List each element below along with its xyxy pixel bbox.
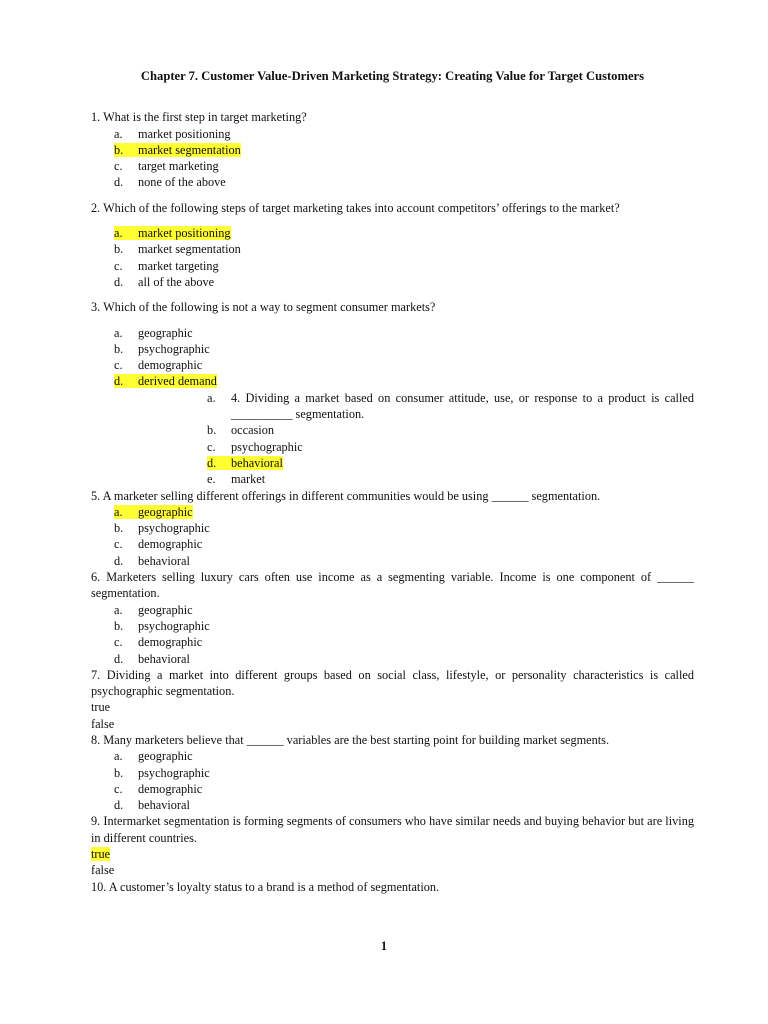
option: d. behavioral <box>114 651 190 666</box>
option-answer <box>114 504 694 520</box>
question-10: 10. A customer’s loyalty status to a brand is a method of segmentation. <box>91 879 440 894</box>
question-4: a. 4. Dividing a market based on consumer attitude, use, or response to a product is called __________ segmentation. <box>207 390 694 422</box>
option: a. geographic <box>114 325 193 340</box>
question-9: 9. Intermarket segmentation is forming segments of consumers who have similar needs and buying behavior but are living in different countries. <box>91 814 694 845</box>
true-option-answer <box>91 846 694 862</box>
answer-highlight: true <box>91 847 111 862</box>
question-8: 8. Many marketers believe that ______ variables are the best starting point for building market segments. <box>91 732 610 747</box>
option: d. all of the above <box>114 274 215 289</box>
question-3-options <box>91 325 694 390</box>
question-5: 5. A marketer selling different offerings in different communities would be using ______ segmentation. <box>91 488 601 503</box>
question-6-options <box>91 602 694 667</box>
answer-highlight: d. derived demand <box>114 374 217 389</box>
document-page <box>91 68 694 895</box>
option: b. psychographic <box>114 765 210 780</box>
answer-highlight: d. behavioral <box>207 455 283 470</box>
option: c. demographic <box>114 537 203 552</box>
option: c. demographic <box>114 635 203 650</box>
question-1: 1. What is the first step in target marketing? <box>91 110 307 125</box>
answer-highlight: b. market segmentation <box>114 142 241 157</box>
option: a. market positioning <box>114 126 231 141</box>
question-6: 6. Marketers selling luxury cars often use income as a segmenting variable. Income is one component of ______ segmentation. <box>91 570 694 601</box>
option: c. market targeting <box>114 258 219 273</box>
option: b. psychographic <box>114 341 210 356</box>
question-7: 7. Dividing a market into different groups based on social class, lifestyle, or personality characteristics is called psychographic segmentation. <box>91 667 694 699</box>
false-option: false <box>91 863 115 878</box>
option: d. behavioral <box>114 798 190 813</box>
question-8-options <box>91 748 694 813</box>
option: a. geographic <box>114 602 193 617</box>
option: b. occasion <box>207 423 275 438</box>
option: a. geographic <box>114 749 193 764</box>
option: b. market segmentation <box>114 242 241 257</box>
option: b. psychographic <box>114 521 210 536</box>
option-answer <box>114 225 694 241</box>
option-answer <box>207 455 694 471</box>
chapter-title: Chapter 7. Customer Value-Driven Marketing Strategy: Creating Value for Target Customers <box>140 69 645 83</box>
page-number: 1 <box>380 939 388 953</box>
question-5-options <box>91 504 694 569</box>
answer-highlight: a. market positioning <box>114 226 231 241</box>
question-2: 2. Which of the following steps of target marketing takes into account competitors’ offerings to the market? <box>91 200 620 215</box>
option-answer <box>114 142 694 158</box>
option: e. market <box>207 472 266 487</box>
false-option: false <box>91 716 115 731</box>
true-option: true <box>91 700 111 715</box>
option: d. behavioral <box>114 553 190 568</box>
answer-highlight: a. geographic <box>114 504 193 519</box>
option-answer <box>114 373 694 389</box>
option: c. psychographic <box>207 439 303 454</box>
option: b. psychographic <box>114 618 210 633</box>
option: c. demographic <box>114 358 203 373</box>
question-1-options <box>91 126 694 191</box>
question-2-options <box>91 225 694 290</box>
option: d. none of the above <box>114 175 226 190</box>
option: c. demographic <box>114 781 203 796</box>
question-3: 3. Which of the following is not a way to segment consumer markets? <box>91 300 436 315</box>
question-4-options <box>91 390 694 488</box>
option: c. target marketing <box>114 159 219 174</box>
